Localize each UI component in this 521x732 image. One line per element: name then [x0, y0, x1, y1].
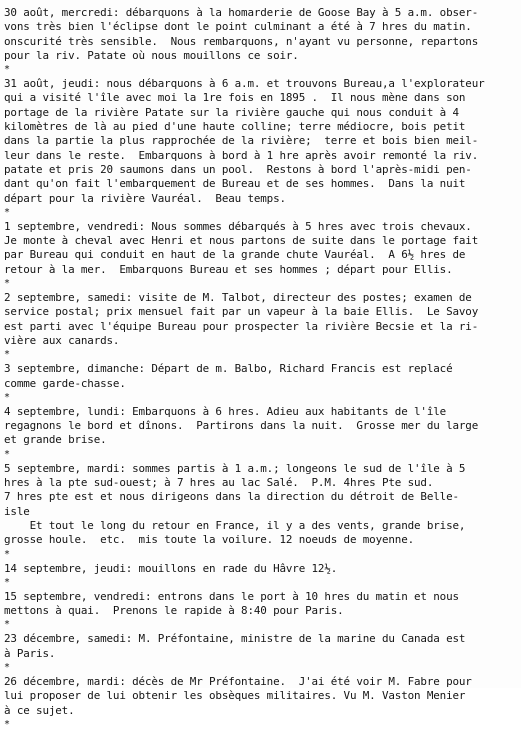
- entry-line: 23 décembre, samedi: M. Préfontaine, ministre de la marine du Canada est: [4, 632, 466, 646]
- journal-entry: [4, 632, 518, 675]
- entry-line: dant qu'on fait l'embarquement de Bureau et de ses hommes. Dans la nuit: [4, 177, 466, 191]
- entry-line: Je monte à cheval avec Henri et nous partons de suite dans le portage fait: [4, 234, 479, 248]
- entry-line: hres à la pte sud-ouest; à 7 hres au lac Salé. P.M. 4hres Pte sud.: [4, 476, 434, 490]
- entry-line: onscurité très sensible. Nous rembarquons, n'ayant vu personne, repartons: [4, 34, 479, 48]
- entry-line: 4 septembre, lundi: Embarquons à 6 hres. Adieu aux habitants de l'île: [4, 404, 447, 418]
- entry-line: par Bureau qui conduit en haut de la grande chute Vauréal. A 6½ hres de: [4, 248, 466, 262]
- entry-separator-mark: *: [4, 661, 10, 673]
- journal-entry: [4, 405, 518, 462]
- journal-entry: [4, 590, 518, 633]
- entry-line: 31 août, jeudi: nous débarquons à 6 a.m. et trouvons Bureau,a l'explorateur: [4, 77, 485, 91]
- entry-line: isle: [4, 504, 30, 518]
- entry-line: vons très bien l'éclipse dont le point culminant a été à 7 hres du matin.: [4, 20, 472, 34]
- entry-line: portage de la rivière Patate sur la rivière gauche qui nous conduit à 4: [4, 105, 459, 119]
- entry-line: 2 septembre, samedi: visite de M. Talbot, directeur des postes; examen de: [4, 291, 472, 305]
- entry-line: vière aux canards.: [4, 333, 120, 347]
- entry-line: mettons à quai. Prenons le rapide à 8:40 pour Paris.: [4, 604, 344, 618]
- journal-entry: [4, 462, 518, 562]
- entry-line: 26 décembre, mardi: décès de Mr Préfontaine. J'ai été voir M. Fabre pour: [4, 674, 472, 688]
- entry-line: comme garde-chasse.: [4, 376, 126, 390]
- journal-entry: [4, 77, 518, 220]
- entry-line: et grande brise.: [4, 433, 107, 447]
- journal-entry: [4, 362, 518, 405]
- entry-line: retour à la mer. Embarquons Bureau et ses hommes ; départ pour Ellis.: [4, 262, 453, 276]
- entry-line: qui a visité l'île avec moi la 1re fois en 1895 . Il nous mène dans son: [4, 91, 466, 105]
- entry-separator-mark: *: [4, 349, 10, 361]
- journal-text: [4, 6, 518, 732]
- entry-line: départ pour la rivière Vauréal. Beau temps.: [4, 191, 286, 205]
- entry-line: à ce sujet.: [4, 703, 75, 717]
- entry-line: patate et pris 20 saumons dans un pool. Restons à bord l'après-midi pen-: [4, 162, 472, 176]
- entry-line: 30 août, mercredi: débarquons à la homarderie de Goose Bay à 5 a.m. obser-: [4, 6, 479, 19]
- entry-separator-mark: *: [4, 576, 10, 588]
- entry-line: service postal; prix mensuel fait par un vapeur à la baie Ellis. Le Savoy: [4, 305, 479, 319]
- entry-line: grosse houle. etc. mis toute la voilure. 12 noeuds de moyenne.: [4, 533, 415, 547]
- journal-entry: [4, 220, 518, 291]
- journal-entry: [4, 562, 518, 590]
- entry-separator-mark: *: [4, 718, 10, 730]
- entry-line: 14 septembre, jeudi: mouillons en rade du Hâvre 12½.: [4, 561, 338, 575]
- entry-separator-mark: *: [4, 619, 10, 631]
- entry-line: pour la riv. Patate où nous mouillons ce soir.: [4, 48, 299, 62]
- entry-line: 7 hres pte est et nous dirigeons dans la direction du détroit de Belle-: [4, 490, 459, 504]
- entry-line: 5 septembre, mardi: sommes partis à 1 a.m.; longeons le sud de l'île à 5: [4, 461, 466, 475]
- entry-line: est parti avec l'équipe Bureau pour prospecter la rivière Becsie et la ri-: [4, 319, 479, 333]
- journal-entry: [4, 6, 518, 77]
- journal-entry: [4, 291, 518, 362]
- entry-separator-mark: *: [4, 391, 10, 403]
- entry-line: kilomètres de là au pied d'une haute colline; terre médiocre, bois petit: [4, 120, 466, 134]
- entry-separator-mark: *: [4, 64, 10, 76]
- entry-separator-mark: *: [4, 548, 10, 560]
- entry-line: lui proposer de lui obtenir les obsèques militaires. Vu M. Vaston Menier: [4, 689, 466, 703]
- entry-line: Et tout le long du retour en France, il y a des vents, grande brise,: [4, 518, 466, 532]
- entry-line: leur dans le reste. Embarquons à bord à 1 hre après avoir remonté la riv.: [4, 148, 479, 162]
- entry-separator-mark: *: [4, 448, 10, 460]
- journal-entry: [4, 675, 518, 732]
- entry-line: à Paris.: [4, 646, 56, 660]
- entry-separator-mark: *: [4, 278, 10, 290]
- entry-line: 3 septembre, dimanche: Départ de m. Balbo, Richard Francis est replacé: [4, 362, 453, 376]
- entry-line: regagnons le bord et dînons. Partirons dans la nuit. Grosse mer du large: [4, 419, 479, 433]
- entry-line: 15 septembre, vendredi: entrons dans le port à 10 hres du matin et nous: [4, 589, 459, 603]
- entry-line: 1 septembre, vendredi: Nous sommes débarqués à 5 hres avec trois chevaux.: [4, 219, 472, 233]
- entry-line: dans la partie la plus rapprochée de la rivière; terre et bois bien meil-: [4, 134, 479, 148]
- entry-separator-mark: *: [4, 206, 10, 218]
